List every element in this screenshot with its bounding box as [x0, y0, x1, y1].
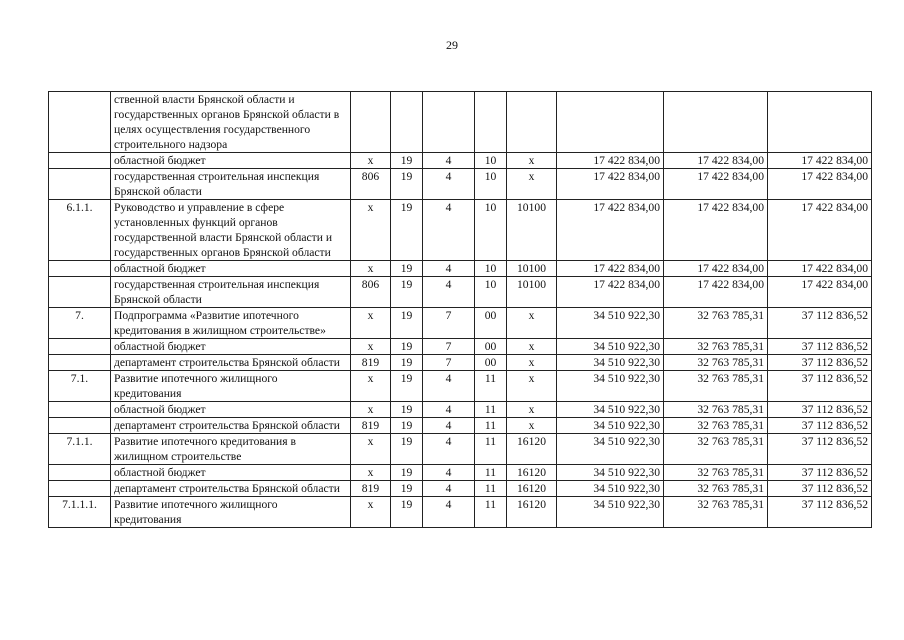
code-cell-4 — [475, 92, 507, 153]
code-cell-2: 19 — [391, 153, 423, 169]
table-row — [49, 355, 872, 371]
code-cell-2: 19 — [391, 497, 423, 528]
code-cell-5: 10100 — [507, 277, 557, 308]
amount-cell-2: 32 763 785,31 — [664, 418, 768, 434]
code-cell-4: 10 — [475, 169, 507, 200]
code-cell-4: 10 — [475, 277, 507, 308]
row-number-cell — [49, 465, 111, 481]
code-cell-3: 4 — [423, 153, 475, 169]
code-cell-4: 11 — [475, 402, 507, 418]
row-number-cell: 7.1. — [49, 371, 111, 402]
code-cell-2: 19 — [391, 261, 423, 277]
row-number-cell — [49, 277, 111, 308]
amount-cell-3: 37 112 836,52 — [768, 308, 872, 339]
code-cell-2: 19 — [391, 355, 423, 371]
code-cell-4: 11 — [475, 465, 507, 481]
code-cell-3: 4 — [423, 169, 475, 200]
amount-cell-2: 32 763 785,31 — [664, 434, 768, 465]
table-row — [49, 402, 872, 418]
code-cell-1: 819 — [351, 481, 391, 497]
amount-cell-3: 37 112 836,52 — [768, 497, 872, 528]
code-cell-5: х — [507, 153, 557, 169]
code-cell-2: 19 — [391, 339, 423, 355]
code-cell-3: 4 — [423, 497, 475, 528]
amount-cell-3: 37 112 836,52 — [768, 418, 872, 434]
amount-cell-2: 32 763 785,31 — [664, 339, 768, 355]
amount-cell-1: 34 510 922,30 — [557, 308, 664, 339]
code-cell-5 — [507, 92, 557, 153]
code-cell-1: х — [351, 465, 391, 481]
code-cell-5: 16120 — [507, 497, 557, 528]
code-cell-2: 19 — [391, 418, 423, 434]
description-cell: областной бюджет — [111, 261, 351, 277]
table-row — [49, 200, 872, 261]
code-cell-4: 11 — [475, 434, 507, 465]
table-row — [49, 339, 872, 355]
row-number-cell — [49, 153, 111, 169]
amount-cell-3: 37 112 836,52 — [768, 339, 872, 355]
description-cell: Развитие ипотечного жилищного кредитования — [111, 371, 351, 402]
code-cell-5: 10100 — [507, 200, 557, 261]
code-cell-2: 19 — [391, 434, 423, 465]
amount-cell-3: 17 422 834,00 — [768, 169, 872, 200]
amount-cell-2: 17 422 834,00 — [664, 277, 768, 308]
description-cell: областной бюджет — [111, 465, 351, 481]
amount-cell-3: 37 112 836,52 — [768, 402, 872, 418]
code-cell-3: 7 — [423, 355, 475, 371]
code-cell-1: х — [351, 308, 391, 339]
amount-cell-3 — [768, 92, 872, 153]
table-row — [49, 153, 872, 169]
code-cell-5: х — [507, 339, 557, 355]
code-cell-1: х — [351, 339, 391, 355]
code-cell-4: 11 — [475, 371, 507, 402]
code-cell-1: 806 — [351, 169, 391, 200]
code-cell-4: 00 — [475, 308, 507, 339]
page-number: 29 — [446, 38, 458, 52]
code-cell-4: 10 — [475, 153, 507, 169]
description-cell: областной бюджет — [111, 402, 351, 418]
amount-cell-1: 17 422 834,00 — [557, 261, 664, 277]
code-cell-3: 4 — [423, 200, 475, 261]
table-row — [49, 481, 872, 497]
code-cell-3: 4 — [423, 465, 475, 481]
code-cell-4: 10 — [475, 261, 507, 277]
amount-cell-1: 17 422 834,00 — [557, 153, 664, 169]
amount-cell-3: 17 422 834,00 — [768, 261, 872, 277]
table-row — [49, 465, 872, 481]
description-cell: Подпрограмма «Развитие ипотечного кредитования в жилищном строительстве» — [111, 308, 351, 339]
table-row — [49, 308, 872, 339]
code-cell-2: 19 — [391, 169, 423, 200]
amount-cell-1: 34 510 922,30 — [557, 497, 664, 528]
amount-cell-3: 37 112 836,52 — [768, 371, 872, 402]
amount-cell-1: 34 510 922,30 — [557, 339, 664, 355]
code-cell-5: 16120 — [507, 434, 557, 465]
amount-cell-2: 32 763 785,31 — [664, 355, 768, 371]
amount-cell-3: 37 112 836,52 — [768, 434, 872, 465]
code-cell-5: 16120 — [507, 481, 557, 497]
row-number-cell — [49, 169, 111, 200]
amount-cell-3: 17 422 834,00 — [768, 200, 872, 261]
description-cell: департамент строительства Брянской области — [111, 418, 351, 434]
amount-cell-2: 32 763 785,31 — [664, 308, 768, 339]
amount-cell-1: 34 510 922,30 — [557, 418, 664, 434]
code-cell-2: 19 — [391, 371, 423, 402]
row-number-cell — [49, 402, 111, 418]
row-number-cell — [49, 481, 111, 497]
amount-cell-3: 17 422 834,00 — [768, 153, 872, 169]
code-cell-1: х — [351, 200, 391, 261]
code-cell-2: 19 — [391, 308, 423, 339]
code-cell-2 — [391, 92, 423, 153]
code-cell-4: 11 — [475, 497, 507, 528]
description-cell: областной бюджет — [111, 153, 351, 169]
amount-cell-1 — [557, 92, 664, 153]
amount-cell-2: 17 422 834,00 — [664, 153, 768, 169]
code-cell-1: 819 — [351, 418, 391, 434]
code-cell-3: 4 — [423, 371, 475, 402]
amount-cell-1: 34 510 922,30 — [557, 481, 664, 497]
amount-cell-3: 37 112 836,52 — [768, 355, 872, 371]
code-cell-1: х — [351, 402, 391, 418]
row-number-cell: 7. — [49, 308, 111, 339]
row-number-cell — [49, 418, 111, 434]
table-row — [49, 434, 872, 465]
row-number-cell: 6.1.1. — [49, 200, 111, 261]
row-number-cell: 7.1.1.1. — [49, 497, 111, 528]
code-cell-4: 00 — [475, 339, 507, 355]
amount-cell-3: 37 112 836,52 — [768, 481, 872, 497]
row-number-cell: 7.1.1. — [49, 434, 111, 465]
table-row — [49, 371, 872, 402]
code-cell-5: 10100 — [507, 261, 557, 277]
code-cell-2: 19 — [391, 200, 423, 261]
code-cell-5: х — [507, 355, 557, 371]
code-cell-2: 19 — [391, 465, 423, 481]
description-cell: областной бюджет — [111, 339, 351, 355]
description-cell: государственная строительная инспекция Брянской области — [111, 277, 351, 308]
amount-cell-1: 17 422 834,00 — [557, 277, 664, 308]
code-cell-1: х — [351, 261, 391, 277]
description-cell: Развитие ипотечного кредитования в жилищном строительстве — [111, 434, 351, 465]
amount-cell-2: 32 763 785,31 — [664, 402, 768, 418]
amount-cell-2: 17 422 834,00 — [664, 200, 768, 261]
code-cell-1: х — [351, 153, 391, 169]
code-cell-2: 19 — [391, 402, 423, 418]
code-cell-4: 10 — [475, 200, 507, 261]
table-row — [49, 418, 872, 434]
code-cell-4: 00 — [475, 355, 507, 371]
code-cell-5: х — [507, 169, 557, 200]
code-cell-5: х — [507, 308, 557, 339]
code-cell-5: х — [507, 418, 557, 434]
table-row — [49, 497, 872, 528]
code-cell-4: 11 — [475, 418, 507, 434]
code-cell-5: х — [507, 371, 557, 402]
description-cell: департамент строительства Брянской области — [111, 481, 351, 497]
table-row — [49, 92, 872, 153]
table-row — [49, 277, 872, 308]
code-cell-3: 4 — [423, 261, 475, 277]
budget-table — [48, 91, 872, 528]
amount-cell-1: 17 422 834,00 — [557, 169, 664, 200]
amount-cell-2: 17 422 834,00 — [664, 261, 768, 277]
code-cell-2: 19 — [391, 277, 423, 308]
code-cell-3 — [423, 92, 475, 153]
amount-cell-1: 17 422 834,00 — [557, 200, 664, 261]
row-number-cell — [49, 92, 111, 153]
amount-cell-2: 17 422 834,00 — [664, 169, 768, 200]
amount-cell-2: 32 763 785,31 — [664, 497, 768, 528]
code-cell-3: 4 — [423, 481, 475, 497]
code-cell-3: 7 — [423, 339, 475, 355]
code-cell-3: 4 — [423, 277, 475, 308]
code-cell-5: х — [507, 402, 557, 418]
code-cell-1: х — [351, 434, 391, 465]
amount-cell-1: 34 510 922,30 — [557, 402, 664, 418]
table-row — [49, 261, 872, 277]
amount-cell-1: 34 510 922,30 — [557, 434, 664, 465]
amount-cell-1: 34 510 922,30 — [557, 465, 664, 481]
code-cell-1: 819 — [351, 355, 391, 371]
code-cell-5: 16120 — [507, 465, 557, 481]
code-cell-3: 4 — [423, 434, 475, 465]
amount-cell-1: 34 510 922,30 — [557, 355, 664, 371]
amount-cell-1: 34 510 922,30 — [557, 371, 664, 402]
row-number-cell — [49, 261, 111, 277]
code-cell-1 — [351, 92, 391, 153]
amount-cell-3: 37 112 836,52 — [768, 465, 872, 481]
code-cell-3: 7 — [423, 308, 475, 339]
code-cell-1: 806 — [351, 277, 391, 308]
code-cell-3: 4 — [423, 402, 475, 418]
description-cell: Развитие ипотечного жилищного кредитования — [111, 497, 351, 528]
row-number-cell — [49, 355, 111, 371]
table-row — [49, 169, 872, 200]
description-cell: Руководство и управление в сфере установленных функций органов государственной власти Брянской области и государственных органов Брянской области — [111, 200, 351, 261]
amount-cell-2: 32 763 785,31 — [664, 481, 768, 497]
amount-cell-3: 17 422 834,00 — [768, 277, 872, 308]
amount-cell-2: 32 763 785,31 — [664, 465, 768, 481]
description-cell: ственной власти Брянской области и государственных органов Брянской области в целях осуществления государственного строительного надзора — [111, 92, 351, 153]
code-cell-3: 4 — [423, 418, 475, 434]
description-cell: департамент строительства Брянской области — [111, 355, 351, 371]
table-body — [49, 92, 872, 528]
code-cell-1: х — [351, 497, 391, 528]
row-number-cell — [49, 339, 111, 355]
amount-cell-2: 32 763 785,31 — [664, 371, 768, 402]
amount-cell-2 — [664, 92, 768, 153]
description-cell: государственная строительная инспекция Брянской области — [111, 169, 351, 200]
code-cell-1: х — [351, 371, 391, 402]
code-cell-2: 19 — [391, 481, 423, 497]
code-cell-4: 11 — [475, 481, 507, 497]
